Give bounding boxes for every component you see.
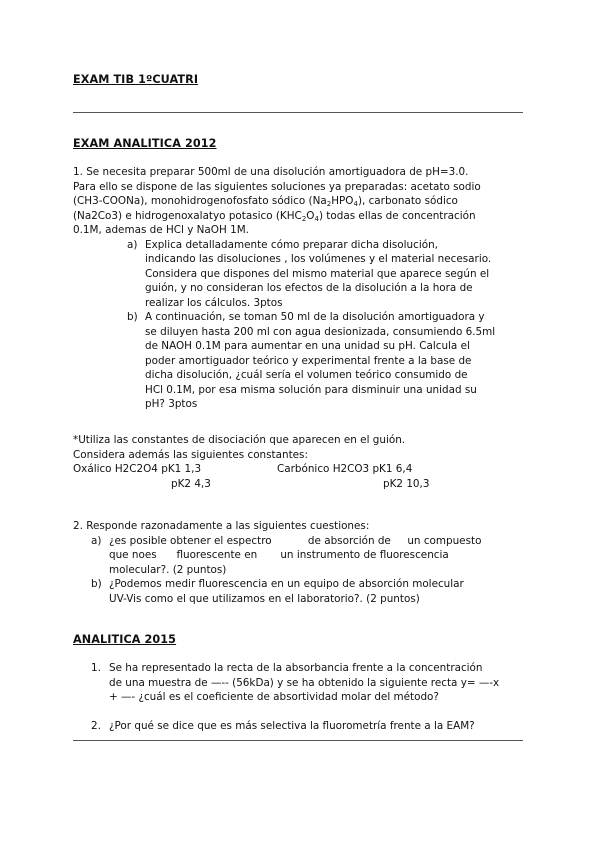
q2-a-line-2: que noes fluorescente en un instrumento de fluorescencia [109, 549, 449, 561]
page-title: EXAM TIB 1ºCUATRI [73, 73, 199, 86]
q2-b-label: b) [91, 578, 102, 590]
q1-line-3-sub-2: 4 [353, 200, 358, 208]
divider-top [73, 112, 523, 113]
constant-carbonico-pk2: pK2 10,3 [383, 477, 430, 490]
q1-line-4-part-c: ) todas ellas de concentración [318, 209, 476, 222]
q1-line-4-part-a: (Na2Co3) e hidrogenoxalatyo potasico (KHC [73, 209, 302, 222]
q1-b-line-7: pH? 3ptos [145, 398, 198, 410]
q1-line-4-sub-2: 4 [314, 214, 319, 223]
q1-line-4 [73, 209, 476, 224]
q1-line-3-part-c: ), carbonato sódico [357, 195, 458, 207]
q1-line-4-sub-1: 2 [301, 214, 307, 223]
q1-b-label: b) [127, 311, 138, 323]
q1-b-line-3: de NAOH 0.1M para aumentar en una unidad su pH. Calcula el [145, 340, 470, 352]
q2-b-line-1: ¿Podemos medir fluorescencia en un equipo de absorción molecular [109, 578, 464, 590]
section-title-2015: ANALITICA 2015 [73, 633, 177, 646]
q1-a-line-2: indicando las disoluciones , los volúmenes y el material necesario. [145, 253, 492, 265]
q2-a-line-1: ¿es posible obtener el espectro de absorción de un compuesto [109, 534, 482, 547]
constants-note-1: *Utiliza las constantes de disociación que aparecen en el guión. [73, 434, 406, 446]
constant-oxalico-pk2: pK2 4,3 [171, 477, 211, 490]
q2-b-line-2: UV-Vis como el que utilizamos en el laboratorio?. (2 puntos) [109, 592, 420, 605]
constant-oxalico: Oxálico H2C2O4 pK1 1,3 [73, 463, 202, 475]
q2-intro: 2. Responde razonadamente a las siguientes cuestiones: [73, 520, 370, 532]
q1-b-line-6: HCl 0.1M, por esa misma solución para disminuir una unidad su [145, 383, 477, 396]
q1-a-label: a) [127, 238, 138, 251]
q1-line-3-part-a: (CH3-COONa), monohidrogenofosfato sódico (Na [73, 195, 327, 207]
q2015-1-label: 1. [91, 662, 101, 674]
q2015-1-line-3: + —- ¿cuál es el coeficiente de absortividad molar del método? [109, 691, 439, 703]
section-title-2012: EXAM ANALITICA 2012 [73, 137, 217, 150]
q1-line-3-part-b: HPO [331, 195, 354, 207]
q2015-2-text: ¿Por qué se dice que es más selectiva la fluorometría frente a la EAM? [109, 720, 475, 732]
q1-b-line-2: se diluyen hasta 200 ml con agua desionizada, consumiendo 6.5ml [145, 325, 496, 338]
constant-carbonico: Carbónico H2CO3 pK1 6,4 [277, 463, 413, 475]
constants-note-2: Considera además las siguientes constantes: [73, 448, 308, 461]
q1-line-4-part-b: O [306, 209, 315, 222]
q2015-1-line-1: Se ha representado la recta de la absorbancia frente a la concentración [109, 662, 483, 674]
q1-line-1: 1. Se necesita preparar 500ml de una disolución amortiguadora de pH=3.0. [73, 166, 469, 178]
q1-line-5: 0.1M, ademas de HCl y NaOH 1M. [73, 224, 249, 236]
q1-line-2: Para ello se dispone de las siguientes soluciones ya preparadas: acetato sodio [73, 180, 481, 193]
divider-bottom [73, 740, 523, 741]
q2015-1-line-2: de una muestra de —-- (56kDa) y se ha obtenido la siguiente recta y= —-x [109, 676, 500, 689]
q1-a-line-5: realizar los cálculos. 3ptos [145, 296, 283, 309]
q1-b-line-5: dicha disolución, ¿cuál sería el volumen teórico consumido de [145, 369, 468, 381]
q2-a-line-3: molecular?. (2 puntos) [109, 563, 227, 576]
q1-a-line-3: Considera que dispones del mismo material que aparece según el [145, 267, 490, 280]
q1-b-line-1: A continuación, se toman 50 ml de la disolución amortiguadora y [145, 311, 485, 323]
q2-a-label: a) [91, 534, 102, 547]
q1-b-line-4: poder amortiguador teórico y experimental frente a la base de [145, 354, 472, 367]
q1-a-line-1: Explica detalladamente cómo preparar dicha disolución, [145, 238, 438, 251]
q1-line-3-sub-1: 2 [326, 200, 332, 208]
q2015-2-label: 2. [91, 720, 101, 732]
q1-a-line-4: guión, y no consideran los efectos de la disolución a la hora de [145, 282, 473, 294]
q1-line-3 [73, 194, 458, 209]
